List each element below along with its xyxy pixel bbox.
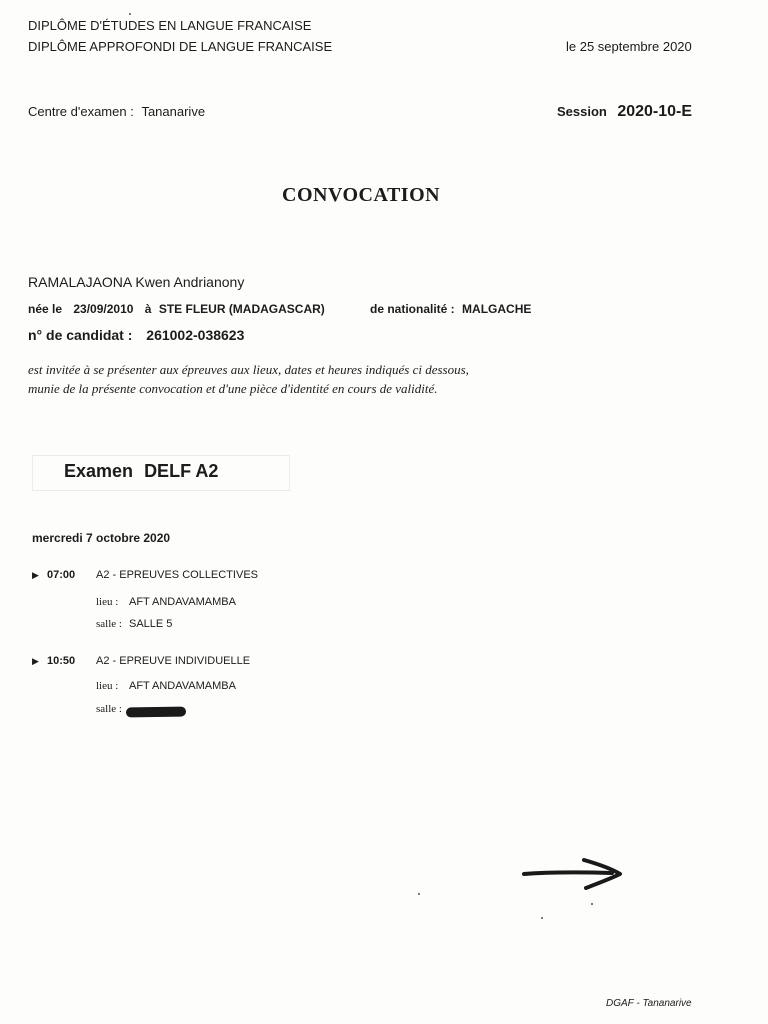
birth-place-label: à — [144, 302, 152, 316]
page-title: CONVOCATION — [282, 184, 441, 206]
schedule-time: 07:00 — [47, 569, 76, 581]
nationality-value: MALGACHE — [462, 302, 532, 316]
session — [557, 103, 692, 121]
footer: DGAF - Tananarive — [606, 998, 692, 1009]
instructions-line-1: est invitée à se présenter aux épreuves aux lieux, dates et heures indiqués ci dessous, — [28, 362, 469, 377]
redacted-salle — [126, 703, 186, 721]
candidate-number-label: n° de candidat : — [28, 327, 133, 343]
schedule-lieu-label: lieu : — [96, 680, 119, 692]
schedule-salle-label: salle : — [96, 618, 122, 630]
schedule-title: A2 - EPREUVE INDIVIDUELLE — [96, 655, 251, 667]
candidate-number: 261002-038623 — [146, 327, 245, 343]
candidate-name: RAMALAJAONA Kwen Andrianony — [28, 274, 245, 290]
exam-centre — [28, 104, 205, 119]
scan-speck — [418, 893, 420, 895]
exam-label: Examen — [64, 461, 134, 481]
diploma-line-2: DIPLÔME APPROFONDI DE LANGUE FRANCAISE — [28, 39, 333, 54]
schedule-lieu: AFT ANDAVAMAMBA — [129, 680, 236, 692]
schedule-title: A2 - EPREUVES COLLECTIVES — [96, 569, 258, 581]
exam-centre-label: Centre d'examen : — [28, 104, 134, 119]
triangle-right-icon: ▶ — [32, 656, 39, 666]
schedule-salle: SALLE 5 — [129, 618, 173, 630]
born-label: née le — [28, 302, 63, 316]
birth-place: STE FLEUR (MADAGASCAR) — [158, 302, 325, 316]
schedule-salle-label: salle : — [96, 703, 122, 715]
exam-centre-value: Tananarive — [141, 104, 206, 119]
nationality-label: de nationalité : — [370, 302, 455, 316]
session-value: 2020-10-E — [617, 103, 693, 120]
hand-drawn-arrow-icon — [520, 855, 630, 895]
scan-speck — [129, 13, 131, 15]
candidate-birth-line — [28, 302, 325, 316]
triangle-right-icon: ▶ — [32, 570, 39, 580]
scan-speck — [591, 903, 593, 905]
instructions-line-2: munie de la présente convocation et d'une pièce d'identité en cours de validité. — [28, 381, 438, 396]
exam-title — [64, 461, 218, 482]
schedule-lieu-label: lieu : — [96, 596, 119, 608]
document-date: le 25 septembre 2020 — [566, 39, 692, 54]
nationality — [370, 302, 531, 316]
candidate-number-line — [28, 327, 244, 343]
birth-date: 23/09/2010 — [73, 302, 134, 316]
diploma-line-1: DIPLÔME D'ÉTUDES EN LANGUE FRANCAISE — [28, 18, 312, 33]
session-label: Session — [557, 104, 607, 119]
schedule-time: 10:50 — [47, 655, 76, 667]
exam-name: DELF A2 — [144, 461, 219, 481]
schedule-day: mercredi 7 octobre 2020 — [32, 531, 171, 545]
scan-speck — [541, 917, 543, 919]
schedule-lieu: AFT ANDAVAMAMBA — [129, 596, 236, 608]
